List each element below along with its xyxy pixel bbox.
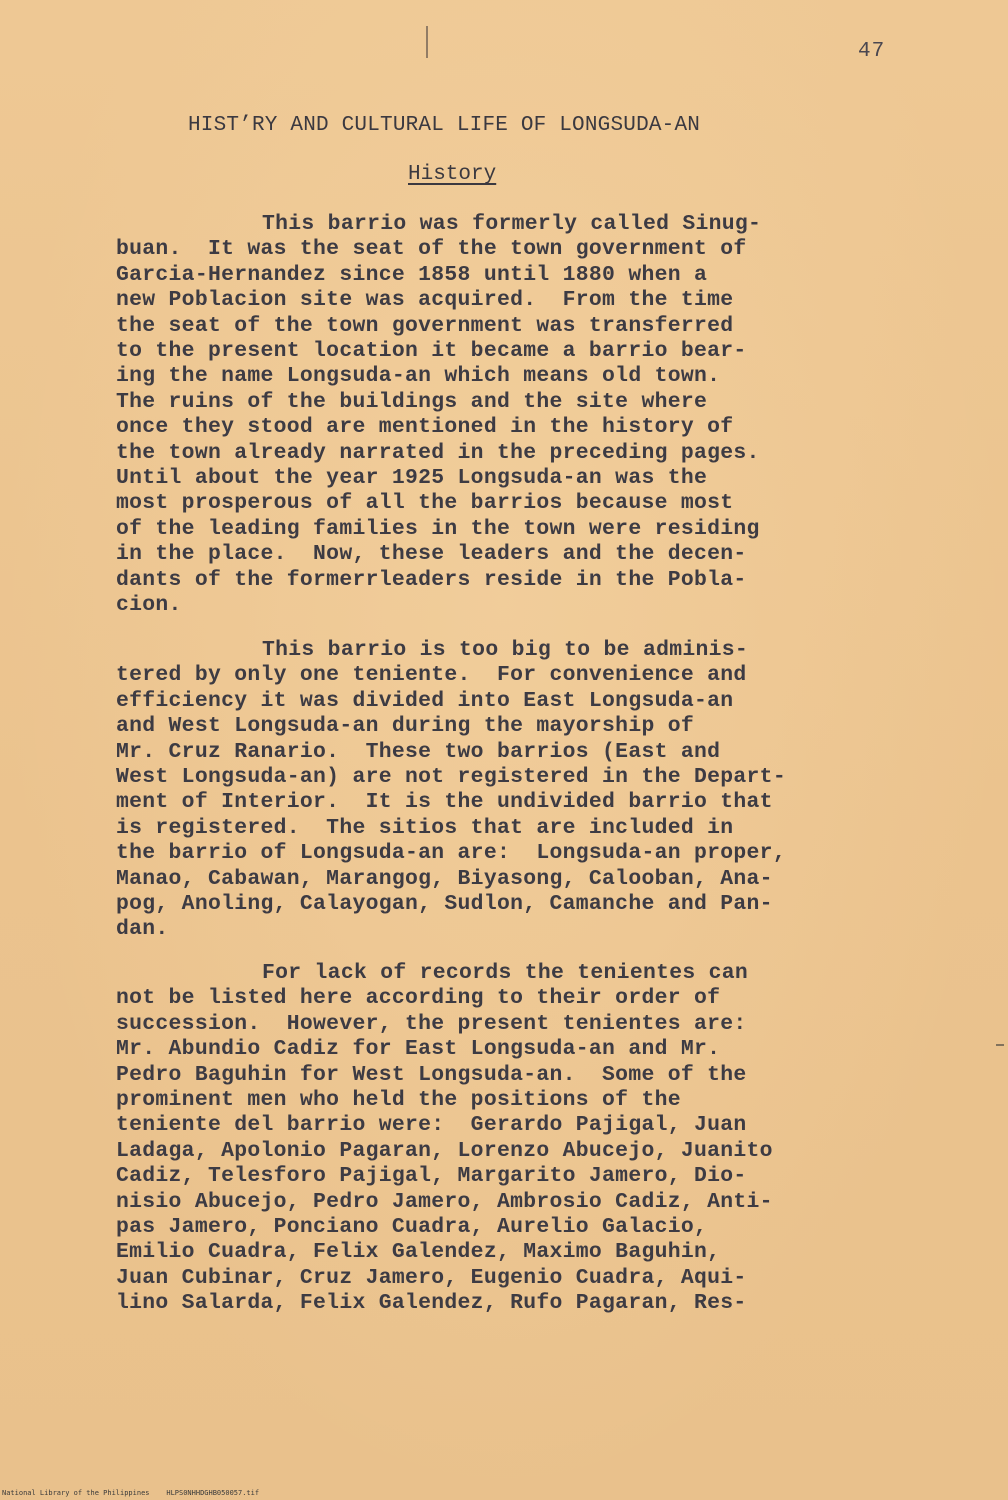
text-line: teniente del barrio were: Gerardo Pajigal, Juan	[116, 1113, 747, 1138]
scan-mark	[996, 1044, 1004, 1046]
paragraph-history-1	[116, 212, 876, 619]
text-line: Mr. Abundio Cadiz for East Longsuda-an and Mr.	[116, 1037, 721, 1062]
text-line: tered by only one teniente. For convenience and	[116, 663, 747, 688]
text-line: Until about the year 1925 Longsuda-an was the	[116, 466, 708, 491]
text-line: prominent men who held the positions of the	[116, 1088, 681, 1113]
text-line: Cadiz, Telesforo Pajigal, Margarito Jamero, Dio-	[116, 1164, 747, 1189]
text-line: Garcia-Hernandez since 1858 until 1880 when a	[116, 262, 708, 287]
text-line: Juan Cubinar, Cruz Jamero, Eugenio Cuadra, Aqui-	[116, 1265, 747, 1290]
text-line: pas Jamero, Ponciano Cuadra, Aurelio Galacio,	[116, 1215, 708, 1240]
text-line: For lack of records the tenientes can	[262, 961, 749, 985]
text-line: West Longsuda-an) are not registered in the Depart-	[116, 765, 786, 790]
text-line: and West Longsuda-an during the mayorship of	[116, 714, 695, 739]
text-line: Manao, Cabawan, Marangog, Biyasong, Calooban, Ana-	[116, 866, 773, 891]
text-line: the town already narrated in the preceding pages.	[116, 440, 760, 465]
text-line: succession. However, the present tenientes are:	[116, 1011, 747, 1036]
text-line: cion.	[116, 593, 182, 618]
source-footer: National Library of the Philippines HLPS0NHHDGHB050057.tif	[2, 1489, 260, 1497]
text-line: ment of Interior. It is the undivided barrio that	[116, 790, 773, 815]
paragraph-history-2	[116, 638, 876, 943]
text-line: buan. It was the seat of the town government of	[116, 237, 747, 262]
text-line: nisio Abucejo, Pedro Jamero, Ambrosio Cadiz, Anti-	[116, 1189, 773, 1214]
text-line: most prosperous of all the barrios because most	[116, 491, 734, 516]
text-line: new Poblacion site was acquired. From the time	[116, 288, 734, 313]
section-heading: History	[408, 163, 497, 186]
text-line: the barrio of Longsuda-an are: Longsuda-an proper,	[116, 841, 786, 866]
text-line: This barrio is too big to be adminis-	[262, 638, 749, 662]
text-line: efficiency it was divided into East Longsuda-an	[116, 688, 734, 713]
paragraph-history-3	[116, 961, 876, 1317]
page-number: 47	[858, 40, 886, 63]
text-line: the seat of the town government was transferred	[116, 313, 734, 338]
text-line: in the place. Now, these leaders and the decen-	[116, 542, 747, 567]
text-line: ing the name Longsuda-an which means old town.	[116, 364, 721, 389]
text-line: lino Salarda, Felix Galendez, Rufo Pagaran, Res-	[116, 1291, 747, 1316]
text-line: This barrio was formerly called Sinug-	[262, 212, 762, 236]
text-line: Ladaga, Apolonio Pagaran, Lorenzo Abucejo, Juanito	[116, 1138, 773, 1163]
text-line: The ruins of the buildings and the site where	[116, 389, 708, 414]
text-line: once they stood are mentioned in the history of	[116, 415, 734, 440]
text-line: dants of the formerrleaders reside in the Pobla-	[116, 567, 747, 592]
text-line: Emilio Cuadra, Felix Galendez, Maximo Baguhin,	[116, 1240, 721, 1265]
text-line: not be listed here according to their order of	[116, 986, 721, 1011]
text-line: dan.	[116, 917, 169, 942]
page-title: HIST’RY AND CULTURAL LIFE OF LONGSUDA-AN	[188, 114, 701, 137]
text-line: pog, Anoling, Calayogan, Sudlon, Camanche and Pan-	[116, 892, 773, 917]
text-line: Mr. Cruz Ranario. These two barrios (East and	[116, 739, 721, 764]
scan-mark	[426, 26, 428, 58]
text-line: to the present location it became a barrio bear-	[116, 339, 747, 364]
text-line: of the leading families in the town were residing	[116, 516, 760, 541]
text-line: is registered. The sitios that are included in	[116, 815, 734, 840]
text-line: Pedro Baguhin for West Longsuda-an. Some of the	[116, 1062, 747, 1087]
